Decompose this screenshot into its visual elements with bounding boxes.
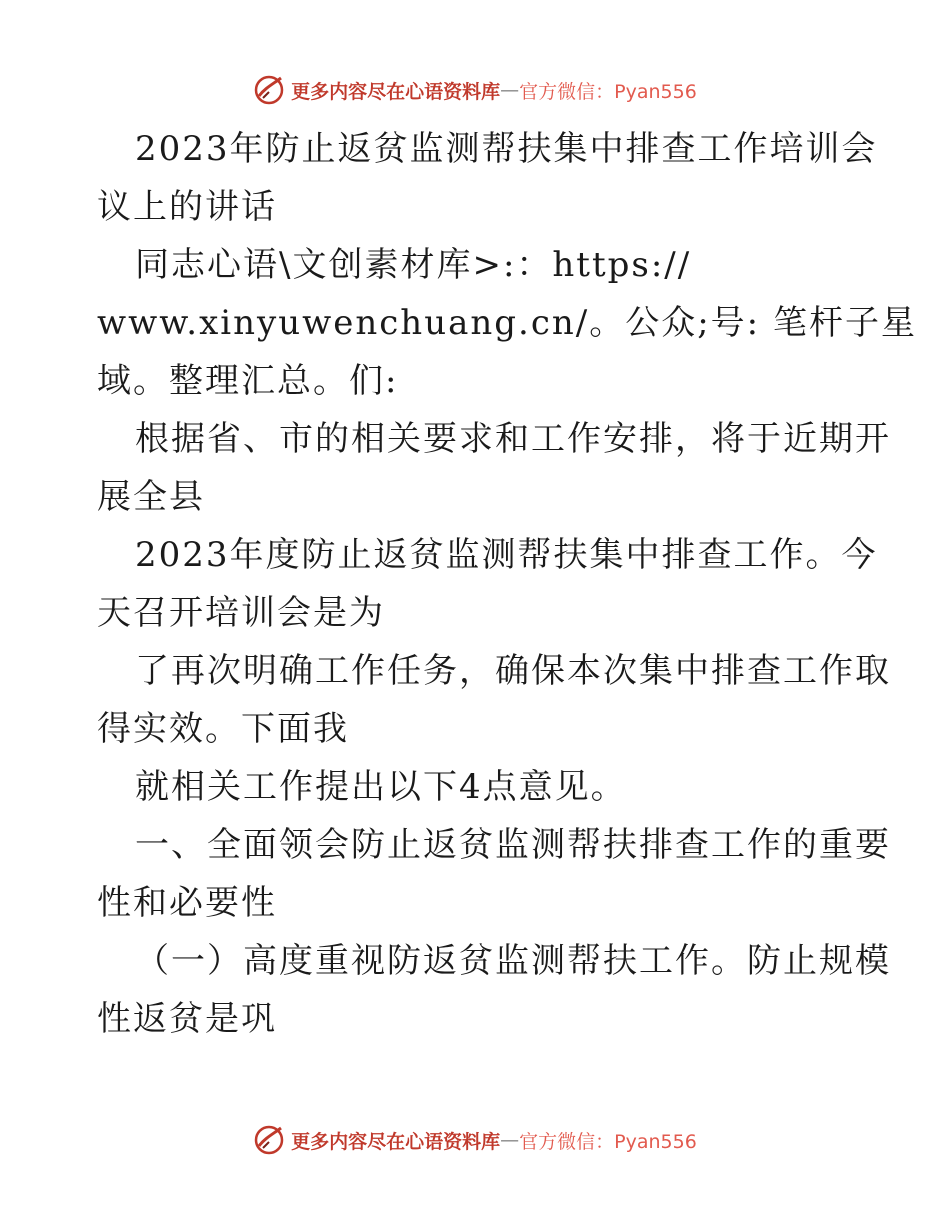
- footer-banner-wechat-text: 官方微信：Pyan556: [519, 1130, 697, 1153]
- document-line: 同志心语\文创素材库>:：https://: [135, 245, 692, 285]
- document-line: 天召开培训会是为: [97, 593, 385, 633]
- footer-banner: [0, 1120, 950, 1160]
- document-line: 得实效。下面我: [97, 709, 349, 749]
- document-line: 性返贫是巩: [97, 999, 277, 1039]
- document-line: www.xinyuwenchuang.cn/。公众;号: 笔杆子星: [97, 303, 917, 343]
- header-banner-dash: —: [500, 79, 520, 101]
- header-banner-wechat-text: 官方微信：Pyan556: [519, 80, 697, 103]
- document-line: 议上的讲话: [97, 187, 277, 227]
- document-body: [97, 120, 917, 1048]
- document-line: （一）高度重视防返贫监测帮扶工作。防止规模: [135, 941, 891, 981]
- document-line: 就相关工作提出以下4点意见。: [135, 767, 627, 807]
- document-line: 一、全面领会防止返贫监测帮扶排查工作的重要: [135, 825, 891, 865]
- brush-logo-icon: [253, 1124, 285, 1156]
- document-line: 性和必要性: [97, 883, 277, 923]
- document-line: 展全县: [97, 477, 205, 517]
- document-line: 根据省、市的相关要求和工作安排，将于近期开: [135, 419, 891, 459]
- document-line: 2023年度防止返贫监测帮扶集中排查工作。今: [135, 535, 878, 575]
- brush-logo-icon: [253, 74, 285, 106]
- document-line: 了再次明确工作任务，确保本次集中排查工作取: [135, 651, 891, 691]
- footer-banner-main-text: 更多内容尽在心语资料库: [291, 1130, 501, 1153]
- document-line: 2023年防止返贫监测帮扶集中排查工作培训会: [135, 129, 878, 169]
- footer-banner-dash: —: [500, 1129, 520, 1151]
- header-banner-main-text: 更多内容尽在心语资料库: [291, 80, 501, 103]
- document-line: 域。整理汇总。们:: [97, 361, 399, 401]
- header-banner: [0, 70, 950, 110]
